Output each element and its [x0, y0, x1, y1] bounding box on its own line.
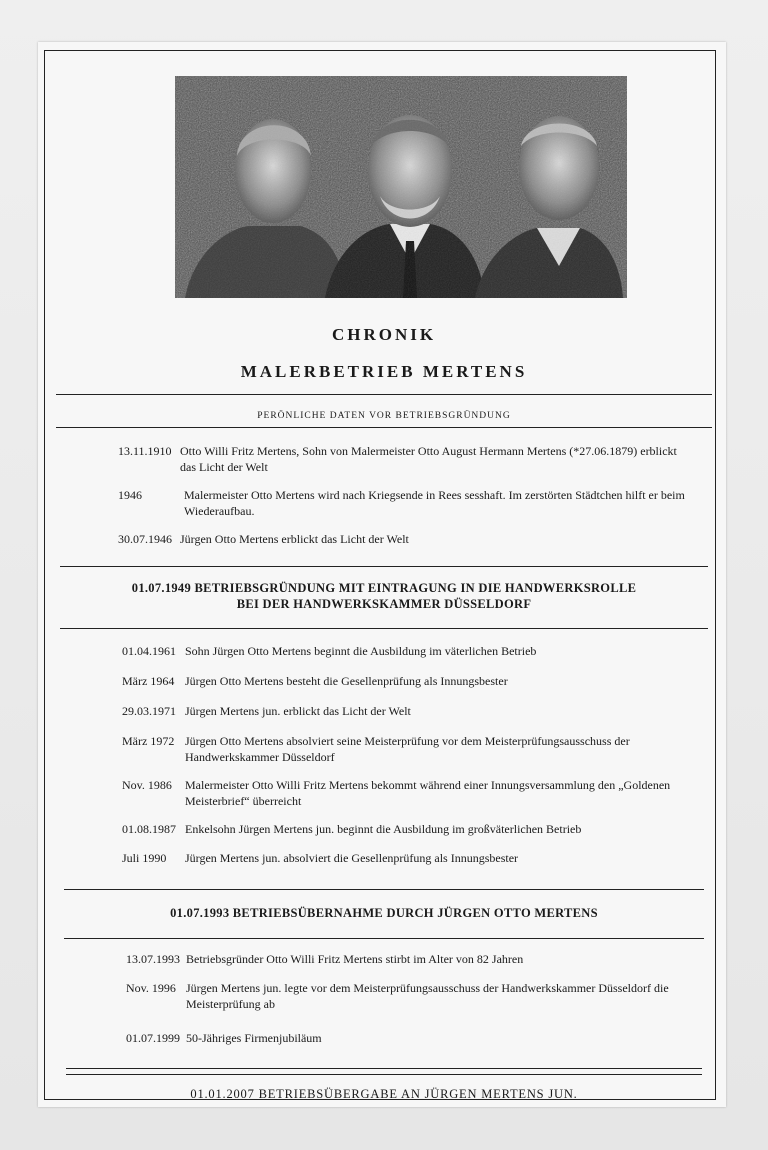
list-item — [122, 777, 697, 811]
entry-text: Malermeister Otto Willi Fritz Mertens bekommt während einer Innungsversammlung den „Goldenen Meisterbrief“ überreicht — [185, 778, 671, 808]
entry-date: Nov. 1996 — [126, 981, 176, 995]
section-heading-personal: PERÖNLICHE DATEN VOR BETRIEBSGRÜNDUNG — [257, 411, 511, 421]
entry-text: 50-Jähriges Firmenjubiläum — [186, 1031, 322, 1045]
list-item — [118, 531, 678, 549]
list-item — [122, 733, 697, 767]
list-item — [122, 703, 692, 721]
entry-text: Jürgen Otto Mertens besteht die Gesellenprüfung als Innungsbester — [185, 674, 508, 688]
entry-text: Sohn Jürgen Otto Mertens beginnt die Ausbildung im väterlichen Betrieb — [185, 644, 537, 658]
entry-date: Nov. 1986 — [122, 778, 172, 792]
entry-date: März 1964 — [122, 674, 175, 688]
page-subtitle: MALERBETRIEB MERTENS — [240, 362, 528, 381]
entry-date: 30.07.1946 — [118, 532, 172, 546]
list-item — [118, 443, 678, 477]
banner-takeover: 01.07.1993 BETRIEBSÜBERNAHME DURCH JÜRGEN OTTO MERTENS — [170, 906, 598, 920]
divider — [66, 1074, 702, 1075]
banner-founding-line2: BEI DER HANDWERKSKAMMER DÜSSELDORF — [236, 597, 532, 611]
entry-text: Enkelsohn Jürgen Mertens jun. beginnt die Ausbildung im großväterlichen Betrieb — [185, 822, 582, 836]
list-item — [126, 1030, 696, 1048]
entry-date: 01.08.1987 — [122, 822, 176, 836]
entry-text: Jürgen Otto Mertens erblickt das Licht der Welt — [180, 532, 409, 546]
banner-founding-line1: 01.07.1949 BETRIEBSGRÜNDUNG MIT EINTRAGUNG IN DIE HANDWERKSROLLE — [131, 581, 637, 595]
divider — [56, 427, 712, 428]
list-item — [122, 850, 697, 868]
entry-text: Malermeister Otto Mertens wird nach Kriegsende in Rees sesshaft. Im zerstörten Städtchen hilft er beim Wiederaufbau. — [184, 488, 685, 518]
entry-text: Otto Willi Fritz Mertens, Sohn von Malermeister Otto August Hermann Mertens (*27.06.1879) erblickt das Licht der Welt — [180, 444, 677, 474]
list-item — [126, 951, 696, 969]
entry-text: Jürgen Otto Mertens absolviert seine Meisterprüfung vor dem Meisterprüfungsausschuss der Handwerkskammer Düsseldorf — [185, 734, 630, 764]
page-title: CHRONIK — [331, 325, 437, 344]
list-item — [122, 673, 692, 691]
entry-date: 29.03.1971 — [122, 704, 176, 718]
entry-text: Jürgen Mertens jun. erblickt das Licht der Welt — [185, 704, 411, 718]
entry-text: Jürgen Mertens jun. absolviert die Gesellenprüfung als Innungsbester — [185, 851, 519, 865]
entry-date: 13.07.1993 — [126, 952, 180, 966]
portrait-photo — [175, 76, 627, 298]
list-item — [122, 821, 697, 839]
divider — [56, 394, 712, 395]
list-item — [118, 487, 693, 521]
divider — [60, 566, 708, 567]
entry-text: Jürgen Mertens jun. legte vor dem Meisterprüfungsausschuss der Handwerkskammer Düsseldorf die Meisterprüfung ab — [186, 981, 669, 1011]
list-item — [126, 980, 701, 1014]
banner-handover: 01.01.2007 BETRIEBSÜBERGABE AN JÜRGEN MERTENS JUN. — [190, 1087, 578, 1101]
divider — [64, 938, 704, 939]
entry-text: Betriebsgründer Otto Willi Fritz Mertens stirbt im Alter von 82 Jahren — [186, 952, 524, 966]
entry-date: 01.07.1999 — [126, 1031, 180, 1045]
entry-date: 1946 — [118, 488, 142, 502]
entry-date: Juli 1990 — [122, 851, 167, 865]
list-item — [122, 643, 692, 661]
divider — [60, 628, 708, 629]
divider — [66, 1068, 702, 1069]
entry-date: 13.11.1910 — [118, 444, 172, 458]
entry-date: März 1972 — [122, 734, 175, 748]
entry-date: 01.04.1961 — [122, 644, 176, 658]
divider — [64, 889, 704, 890]
